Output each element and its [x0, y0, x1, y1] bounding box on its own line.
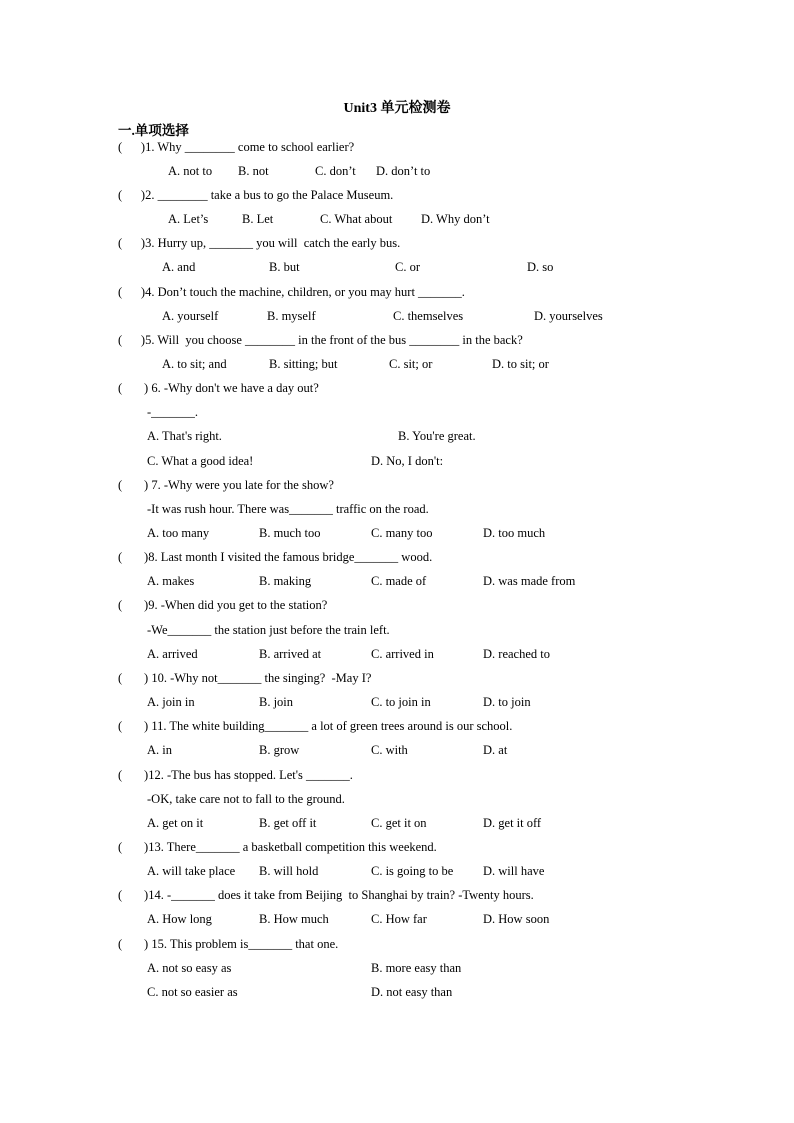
- option-c: C. What about: [320, 212, 393, 226]
- page-title: Unit3 单元检测卷: [343, 101, 451, 116]
- option-b: B. more easy than: [371, 961, 462, 975]
- option-d: D. will have: [483, 864, 545, 878]
- option-c: C. not so easier as: [147, 985, 238, 999]
- dialogue-line: -OK, take care not to fall to the ground.: [147, 792, 345, 806]
- option-c: C. made of: [371, 574, 427, 588]
- question-stem: Why ________ come to school earlier?: [157, 140, 355, 154]
- option-b: B. much too: [259, 526, 321, 540]
- question-2: [118, 187, 393, 203]
- option-d: D. at: [483, 743, 508, 757]
- answer-bracket[interactable]: ( ) 6.: [118, 381, 161, 395]
- option-d: D. reached to: [483, 647, 550, 661]
- option-a: A. yourself: [162, 309, 219, 323]
- question-8: [118, 549, 432, 565]
- option-d: D. to join: [483, 695, 531, 709]
- question-5: [118, 332, 523, 348]
- question-stem: There_______ a basketball competition this weekend.: [166, 840, 437, 854]
- dialogue-line: -_______.: [147, 405, 199, 419]
- question-stem: Will you choose ________ in the front of the bus ________ in the back?: [157, 333, 523, 347]
- answer-bracket[interactable]: ( ) 15.: [118, 937, 167, 951]
- question-stem: Last month I visited the famous bridge_______ wood.: [160, 550, 433, 564]
- question-14: [118, 887, 534, 903]
- answer-bracket[interactable]: ( )13.: [118, 840, 164, 854]
- dialogue-line: -We_______ the station just before the train left.: [147, 623, 390, 637]
- option-d: D. yourselves: [534, 309, 603, 323]
- answer-bracket[interactable]: ( ) 11.: [118, 719, 167, 733]
- option-a: A. not to: [168, 164, 213, 178]
- option-a: A. get on it: [147, 816, 204, 830]
- option-c: C. to join in: [371, 695, 431, 709]
- option-c: C. is going to be: [371, 864, 454, 878]
- option-a: A. in: [147, 743, 172, 757]
- question-stem: -Why not_______ the singing? -May I?: [170, 671, 372, 685]
- option-a: A. join in: [147, 695, 195, 709]
- option-d: D. How soon: [483, 912, 550, 926]
- option-a: A. and: [162, 260, 196, 274]
- answer-bracket[interactable]: ( )5.: [118, 333, 155, 347]
- option-b: B. You're great.: [398, 429, 476, 443]
- option-d: D. get it off: [483, 816, 542, 830]
- question-stem: -Why don't we have a day out?: [163, 381, 319, 395]
- question-stem: This problem is_______ that one.: [169, 937, 339, 951]
- question-stem: ________ take a bus to go the Palace Museum.: [157, 188, 394, 202]
- option-a: A. arrived: [147, 647, 198, 661]
- dialogue-line: -It was rush hour. There was_______ traffic on the road.: [147, 502, 429, 516]
- option-b: B. but: [269, 260, 300, 274]
- answer-bracket[interactable]: ( )8.: [118, 550, 158, 564]
- option-d: D. No, I don't:: [371, 454, 444, 468]
- option-b: B. sitting; but: [269, 357, 338, 371]
- answer-bracket[interactable]: ( )14.: [118, 888, 164, 902]
- option-b: B. myself: [267, 309, 316, 323]
- question-4: [118, 284, 465, 300]
- question-stem: -Why were you late for the show?: [163, 478, 334, 492]
- option-c: C. get it on: [371, 816, 427, 830]
- question-1: [118, 139, 354, 155]
- option-b: B. arrived at: [259, 647, 322, 661]
- answer-bracket[interactable]: ( )1.: [118, 140, 155, 154]
- question-15: [118, 936, 338, 952]
- option-b: B. How much: [259, 912, 329, 926]
- question-11: [118, 718, 512, 734]
- option-b: B. making: [259, 574, 312, 588]
- option-d: D. to sit; or: [492, 357, 549, 371]
- answer-bracket[interactable]: ( ) 7.: [118, 478, 161, 492]
- section-heading: 一.单项选择: [118, 123, 189, 138]
- option-c: C. many too: [371, 526, 433, 540]
- option-c: C. What a good idea!: [147, 454, 254, 468]
- option-b: B. Let: [242, 212, 274, 226]
- option-c: C. or: [395, 260, 420, 274]
- option-c: C. sit; or: [389, 357, 433, 371]
- option-a: A. will take place: [147, 864, 236, 878]
- option-a: A. too many: [147, 526, 210, 540]
- answer-bracket[interactable]: ( )9.: [118, 598, 158, 612]
- option-d: D. not easy than: [371, 985, 453, 999]
- answer-bracket[interactable]: ( )3.: [118, 236, 155, 250]
- option-b: B. join: [259, 695, 294, 709]
- answer-bracket[interactable]: ( )4.: [118, 285, 155, 299]
- option-c: C. How far: [371, 912, 427, 926]
- question-stem: Don’t touch the machine, children, or you may hurt _______.: [157, 285, 465, 299]
- option-a: A. not so easy as: [147, 961, 232, 975]
- question-12: [118, 767, 353, 783]
- question-6: [118, 380, 319, 396]
- option-c: C. with: [371, 743, 408, 757]
- option-d: D. Why don’t: [421, 212, 490, 226]
- question-stem: The white building_______ a lot of green trees around is our school.: [169, 719, 513, 733]
- option-d: D. don’t to: [376, 164, 431, 178]
- option-d: D. so: [527, 260, 554, 274]
- option-a: A. That's right.: [147, 429, 222, 443]
- option-b: B. will hold: [259, 864, 319, 878]
- option-c: C. themselves: [393, 309, 464, 323]
- option-c: C. don’t: [315, 164, 356, 178]
- question-7: [118, 477, 334, 493]
- answer-bracket[interactable]: ( )2.: [118, 188, 155, 202]
- answer-bracket[interactable]: ( )12.: [118, 768, 164, 782]
- option-d: D. too much: [483, 526, 546, 540]
- option-a: A. to sit; and: [162, 357, 227, 371]
- option-a: A. How long: [147, 912, 212, 926]
- option-d: D. was made from: [483, 574, 576, 588]
- question-9: [118, 597, 327, 613]
- question-stem: -When did you get to the station?: [160, 598, 328, 612]
- question-stem: Hurry up, _______ you will catch the early bus.: [157, 236, 401, 250]
- option-b: B. not: [238, 164, 269, 178]
- question-stem: -The bus has stopped. Let's _______.: [166, 768, 353, 782]
- question-13: [118, 839, 437, 855]
- option-a: A. Let’s: [168, 212, 209, 226]
- option-b: B. get off it: [259, 816, 317, 830]
- option-b: B. grow: [259, 743, 300, 757]
- question-stem: -_______ does it take from Beijing to Shanghai by train? -Twenty hours.: [166, 888, 534, 902]
- option-a: A. makes: [147, 574, 195, 588]
- answer-bracket[interactable]: ( ) 10.: [118, 671, 167, 685]
- question-3: [118, 235, 400, 251]
- option-c: C. arrived in: [371, 647, 434, 661]
- question-10: [118, 670, 371, 686]
